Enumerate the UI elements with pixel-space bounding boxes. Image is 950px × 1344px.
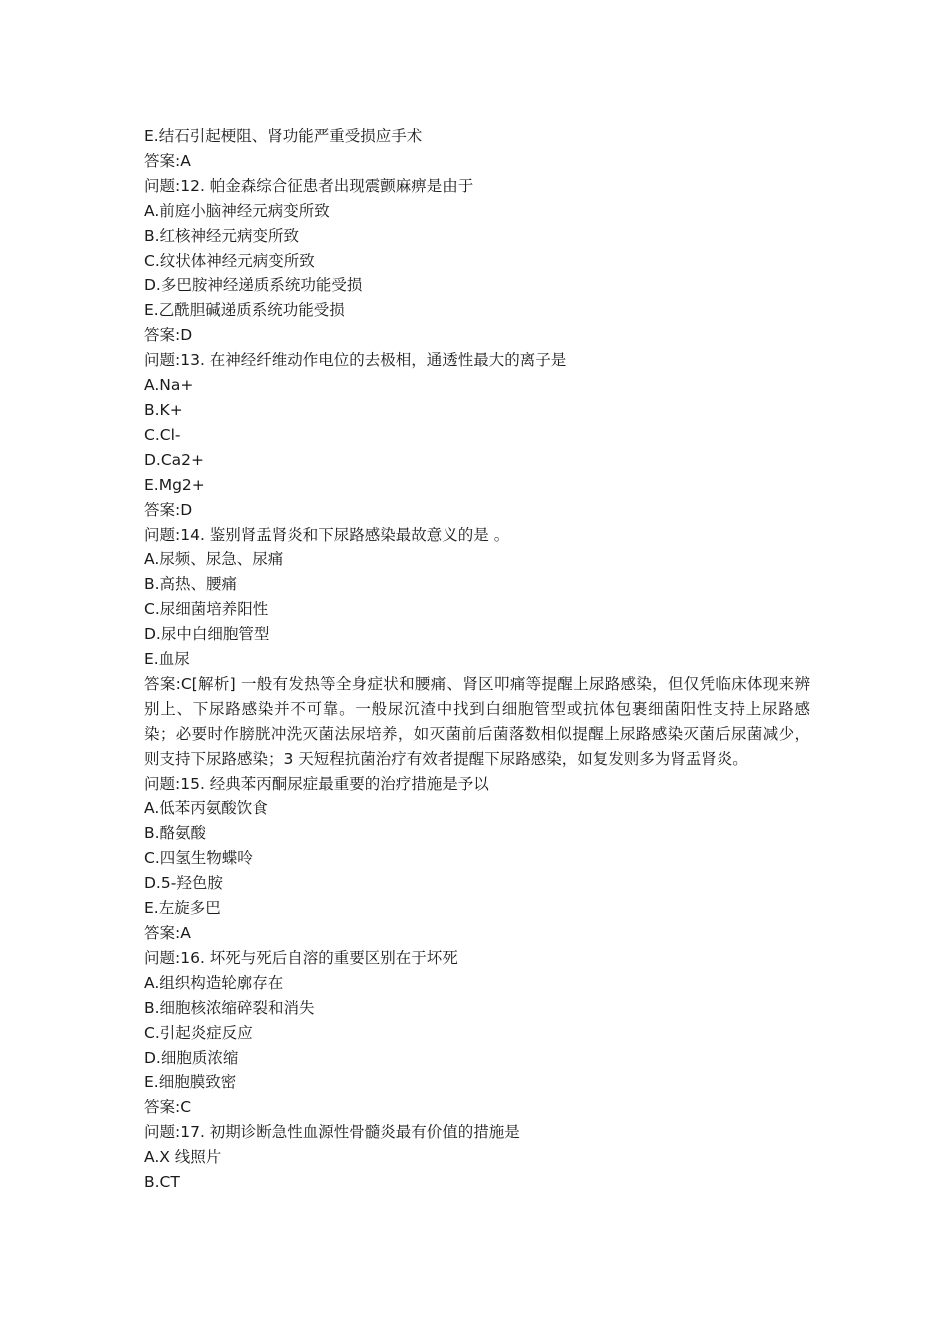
answer: 答案:A xyxy=(144,151,191,170)
option-d: D.细胞质浓缩 xyxy=(144,1048,239,1067)
option-b: B.CT xyxy=(144,1173,180,1192)
option-e: E.乙酰胆碱递质系统功能受损 xyxy=(144,301,345,320)
answer: 答案:D xyxy=(144,500,193,519)
option-d: D.Ca2+ xyxy=(144,450,205,469)
option-c: C.尿细菌培养阳性 xyxy=(144,600,269,619)
option-a: A.X 线照片 xyxy=(144,1148,222,1167)
answer-explanation: 答案:C[解析] 一般有发热等全身症状和腰痛、肾区叩痛等提醒上尿路感染，但仅凭临床体现来辨别上、下尿路感染并不可靠。一般尿沉渣中找到白细胞管型或抗体包裹细菌阳性支持上尿路感染；必要时作膀胱冲洗灭菌法尿培养，如灭菌前后菌落数相似提醒上尿路感染灭菌后尿菌减少，则支持下尿路感染；3 天短程抗菌治疗有效者提醒下尿路感染，如复发则多为肾盂肾炎。 xyxy=(144,674,810,768)
option-b: B.高热、腰痛 xyxy=(144,575,238,594)
question-13: 问题:13. 在神经纤维动作电位的去极相，通透性最大的离子是 xyxy=(144,351,567,370)
option-b: B.红核神经元病变所致 xyxy=(144,226,300,245)
option-a: A.Na+ xyxy=(144,376,194,395)
option-c: C.四氢生物蝶呤 xyxy=(144,849,253,868)
answer: 答案:A xyxy=(144,924,191,942)
option-e: E.结石引起梗阻、肾功能严重受损应手术 xyxy=(144,127,423,145)
option-a: A.尿频、尿急、尿痛 xyxy=(144,550,284,569)
option-e: E.Mg2+ xyxy=(144,475,205,494)
option-e: E.血尿 xyxy=(144,650,190,669)
question-12: 问题:12. 帕金森综合征患者出现震颤麻痹是由于 xyxy=(144,176,474,195)
option-c: C.引起炎症反应 xyxy=(144,1023,253,1042)
option-d: D.尿中白细胞管型 xyxy=(144,625,270,644)
question-14: 问题:14. 鉴别肾盂肾炎和下尿路感染最故意义的是 。 xyxy=(144,525,510,544)
option-b: B.细胞核浓缩碎裂和消失 xyxy=(144,998,315,1017)
option-c: C.纹状体神经元病变所致 xyxy=(144,251,315,270)
option-d: D.多巴胺神经递质系统功能受损 xyxy=(144,276,363,295)
document-body xyxy=(144,124,810,1195)
option-b: B.K+ xyxy=(144,400,183,419)
option-a: A.低苯丙氨酸饮食 xyxy=(144,799,268,818)
option-e: E.左旋多巴 xyxy=(144,899,221,918)
option-c: C.Cl- xyxy=(144,425,181,444)
option-a: A.前庭小脑神经元病变所致 xyxy=(144,201,330,220)
question-15: 问题:15. 经典苯丙酮尿症最重要的治疗措施是予以 xyxy=(144,774,489,793)
option-b: B.酪氨酸 xyxy=(144,824,207,843)
option-a: A.组织构造轮廓存在 xyxy=(144,973,284,992)
answer: 答案:C xyxy=(144,1098,192,1117)
question-17: 问题:17. 初期诊断急性血源性骨髓炎最有价值的措施是 xyxy=(144,1123,520,1142)
option-d: D.5-羟色胺 xyxy=(144,874,223,893)
answer: 答案:D xyxy=(144,326,193,345)
question-16: 问题:16. 坏死与死后自溶的重要区别在于坏死 xyxy=(144,948,458,967)
option-e: E.细胞膜致密 xyxy=(144,1073,237,1092)
